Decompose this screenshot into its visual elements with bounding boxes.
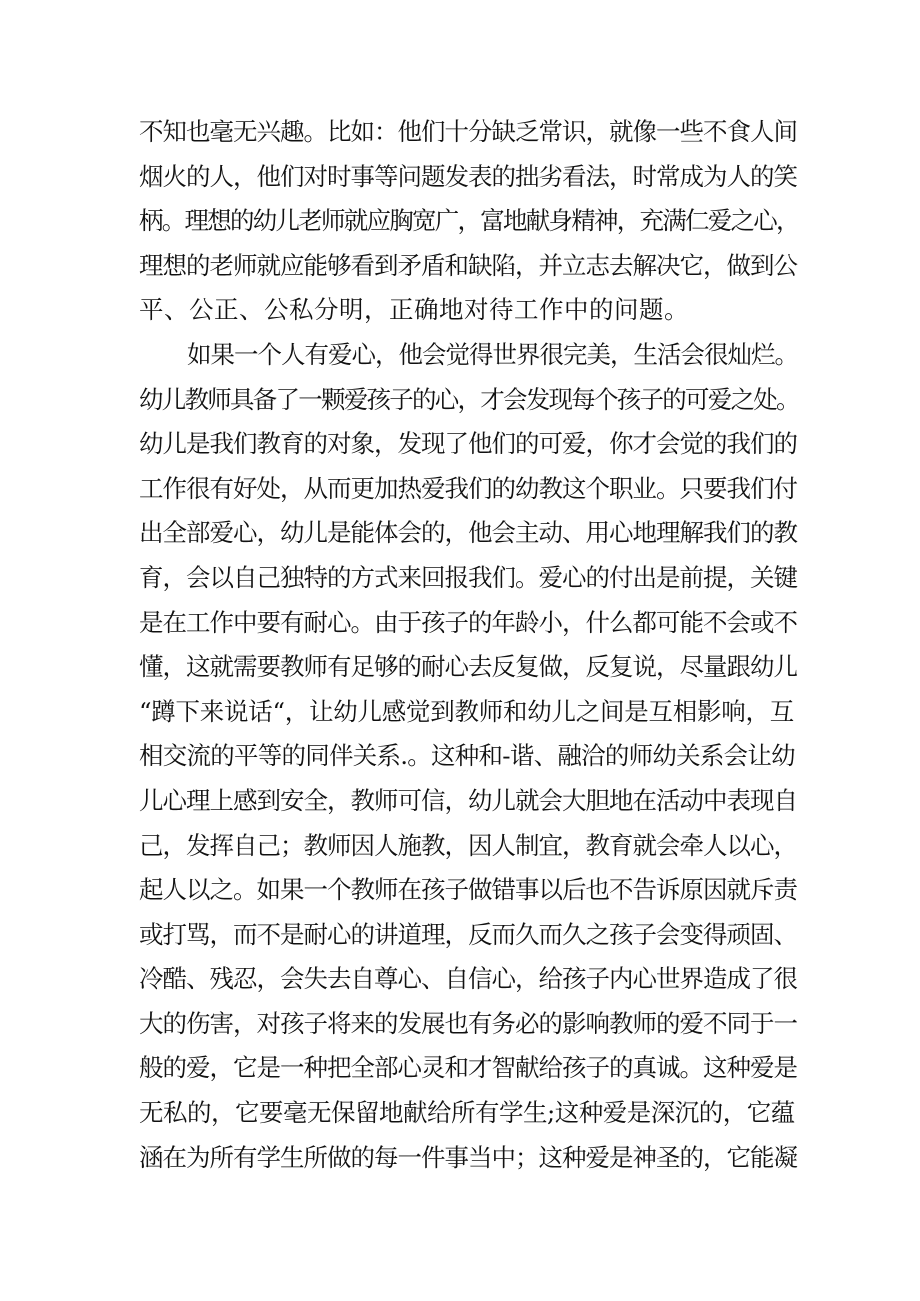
text-line: 不知也毫无兴趣。比如：他们十分缺乏常识，就像一些不食人间 (139, 117, 797, 146)
text-line: 儿心理上感到安全，教师可信，幼儿就会大胆地在活动中表现自 (139, 785, 797, 815)
text-line: 般的爱，它是一种把全部心灵和才智献给孩子的真诚。这种爱是 (139, 1053, 797, 1083)
text-line: 是在工作中要有耐心。由于孩子的年龄小，什么都可能不会或不 (139, 607, 797, 637)
text-line: 幼儿教师具备了一颗爱孩子的心，才会发现每个孩子的可爱之处。 (139, 384, 799, 414)
text-line: 平、公正、公私分明，正确地对待工作中的问题。 (139, 295, 689, 325)
text-line: 或打骂，而不是耐心的讲道理，反而久而久之孩子会变得顽固、 (139, 919, 797, 949)
text-line: 己，发挥自己；教师因人施教，因人制宜，教育就会牵人以心， (139, 830, 797, 860)
text-line: 幼儿是我们教育的对象，发现了他们的可爱，你才会觉的我们的 (139, 429, 797, 459)
text-line: 起人以之。如果一个教师在孩子做错事以后也不告诉原因就斥责 (139, 875, 797, 905)
text-line: 工作很有好处，从而更加热爱我们的幼教这个职业。只要我们付 (139, 473, 797, 503)
text-line: 柄。理想的幼儿老师就应胸宽广，富地献身精神，充满仁爱之心， (139, 206, 799, 236)
text-line: 出全部爱心，幼儿是能体会的，他会主动、用心地理解我们的教 (139, 518, 797, 548)
text-line: 涵在为所有学生所做的每一件事当中；这种爱是神圣的，它能凝 (139, 1142, 797, 1172)
text-line: “蹲下来说话“，让幼儿感觉到教师和幼儿之间是互相影响，互 (139, 696, 795, 726)
text-line: 懂，这就需要教师有足够的耐心去反复做，反复说，尽量跟幼儿 (139, 652, 797, 682)
text-line: 大的伤害，对孩子将来的发展也有务必的影响教师的爱不同于一 (139, 1008, 797, 1038)
text-line: 相交流的平等的同伴关系.。这种和-谐、融洽的师幼关系会让幼 (139, 741, 795, 771)
body-text (139, 110, 799, 1180)
text-line: 烟火的人，他们对时事等问题发表的拙劣看法，时常成为人的笑 (139, 161, 797, 191)
text-line: 理想的老师就应能够看到矛盾和缺陷，并立志去解决它，做到公 (139, 250, 797, 280)
text-line: 无私的，它要毫无保留地献给所有学生;这种爱是深沉的，它蕴 (139, 1098, 795, 1128)
text-line: 育，会以自己独特的方式来回报我们。爱心的付出是前提，关键 (139, 562, 797, 592)
text-line: 冷酷、残忍，会失去自尊心、自信心，给孩子内心世界造成了很 (139, 964, 797, 994)
paragraph-first-line: 如果一个人有爱心，他会觉得世界很完美，生活会很灿烂。 (187, 339, 798, 369)
